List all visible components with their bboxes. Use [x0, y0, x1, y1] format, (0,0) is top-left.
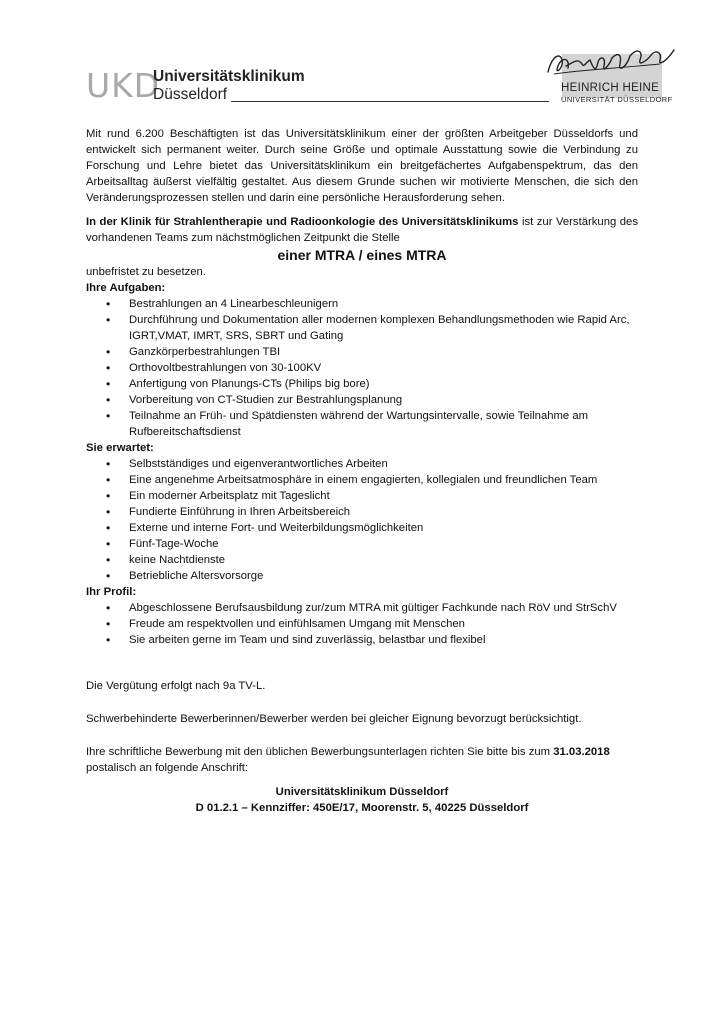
list-item: • Orthovoltbestrahlungen von 30-100KV — [86, 360, 638, 376]
clinic-rest: ist zur Verstärkung des vorhandenen Teams zum nächstmöglichen Zeitpunkt die Stelle — [86, 216, 638, 244]
employment-term: unbefristet zu besetzen. — [86, 266, 206, 278]
offer-heading: Sie erwartet: — [86, 442, 154, 454]
tasks-list — [86, 296, 638, 440]
list-item: • Durchführung und Dokumentation aller modernen komplexen Behandlungsmethoden wie Rapid Arc, IGRT,VMAT, IMRT, SRS, SBRT und Gating — [86, 312, 638, 344]
list-item: • Fundierte Einführung in Ihren Arbeitsbereich — [86, 504, 638, 520]
job-title: einer MTRA / eines MTRA — [277, 247, 447, 263]
ukd-logo-line2: Düsseldorf — [153, 86, 228, 103]
list-item: • Selbstständiges und eigenverantwortliches Arbeiten — [86, 456, 638, 472]
list-item: • keine Nachtdienste — [86, 552, 638, 568]
list-item: • Bestrahlungen an 4 Linearbeschleunigern — [86, 296, 638, 312]
list-item: • Vorbereitung von CT-Studien zur Bestrahlungsplanung — [86, 392, 638, 408]
ad-content — [86, 126, 638, 816]
tasks-heading: Ihre Aufgaben: — [86, 282, 166, 294]
application-pre: Ihre schriftliche Bewerbung mit den üblichen Bewerbungsunterlagen richten Sie bitte bis zum — [86, 746, 554, 758]
postal-address — [86, 784, 638, 816]
application-deadline: 31.03.2018 — [553, 746, 610, 758]
list-item: • Eine angenehme Arbeitsatmosphäre in einem engagierten, kollegialen und freundlichen Team — [86, 472, 638, 488]
hhu-logo — [540, 42, 680, 106]
profile-heading: Ihr Profil: — [86, 586, 137, 598]
disability-text: Schwerbehinderte Bewerberinnen/Bewerber werden bei gleicher Eignung bevorzugt berücksichtigt. — [86, 713, 582, 725]
hhu-line2: UNIVERSITÄT DÜSSELDORF — [561, 95, 673, 104]
intro-paragraph: Mit rund 6.200 Beschäftigten ist das Universitätsklinikum einer der größten Arbeitgeber Düsseldorfs und entwickelt sich permanent weiter. Durch seine Größe und optimale Ausstattung sowie die Verbindung zu Forschung und Lehre bietet das Universitätsklinikum ein breitgefächertes Aufgabenspektrum, das den Arbeitsalltag äußerst vielfältig gestaltet. Aus diesem Grunde suchen wir motivierte Menschen, die sich den Veränderungsprozessen stellen und darin eine persönliche Herausforderung sehen. — [86, 128, 638, 204]
header-divider — [231, 101, 549, 102]
list-item: • Teilnahme an Früh- und Spätdiensten während der Wartungsintervalle, sowie Teilnahme am Rufbereitschaftsdienst — [86, 408, 638, 440]
salary-text: Die Vergütung erfolgt nach 9a TV-L. — [86, 680, 266, 692]
list-item: • Freude am respektvollen und einfühlsamen Umgang mit Menschen — [86, 616, 638, 632]
clinic-paragraph — [86, 214, 638, 246]
clinic-name: In der Klinik für Strahlentherapie und Radioonkologie des Universitätsklinikums — [86, 216, 519, 228]
list-item: • Abgeschlossene Berufsausbildung zur/zum MTRA mit gültiger Fachkunde nach RöV und StrSchV — [86, 600, 638, 616]
list-item: • Fünf-Tage-Woche — [86, 536, 638, 552]
application-post: postalisch an folgende Anschrift: — [86, 762, 249, 774]
address-line1: Universitätsklinikum Düsseldorf — [275, 786, 449, 798]
list-item: • Anfertigung von Planungs-CTs (Philips big bore) — [86, 376, 638, 392]
hhu-line1: HEINRICH HEINE — [561, 82, 660, 94]
application-text — [86, 744, 638, 760]
ukd-logo-name — [153, 68, 305, 104]
ukd-logo-mark: UKD — [86, 66, 161, 105]
address-line2: D 01.2.1 – Kennziffer: 450E/17, Moorenstr. 5, 40225 Düsseldorf — [195, 802, 529, 814]
list-item: • Sie arbeiten gerne im Team und sind zuverlässig, belastbar und flexibel — [86, 632, 638, 648]
ukd-logo-line1: Universitätsklinikum — [153, 68, 305, 85]
hhu-logo-text — [561, 82, 673, 104]
list-item: • Externe und interne Fort- und Weiterbildungsmöglichkeiten — [86, 520, 638, 536]
profile-list — [86, 600, 638, 648]
list-item: • Ganzkörperbestrahlungen TBI — [86, 344, 638, 360]
hhu-signature-icon — [540, 42, 680, 86]
list-item: • Betriebliche Altersvorsorge — [86, 568, 638, 584]
offer-list — [86, 456, 638, 584]
list-item: • Ein moderner Arbeitsplatz mit Tageslicht — [86, 488, 638, 504]
